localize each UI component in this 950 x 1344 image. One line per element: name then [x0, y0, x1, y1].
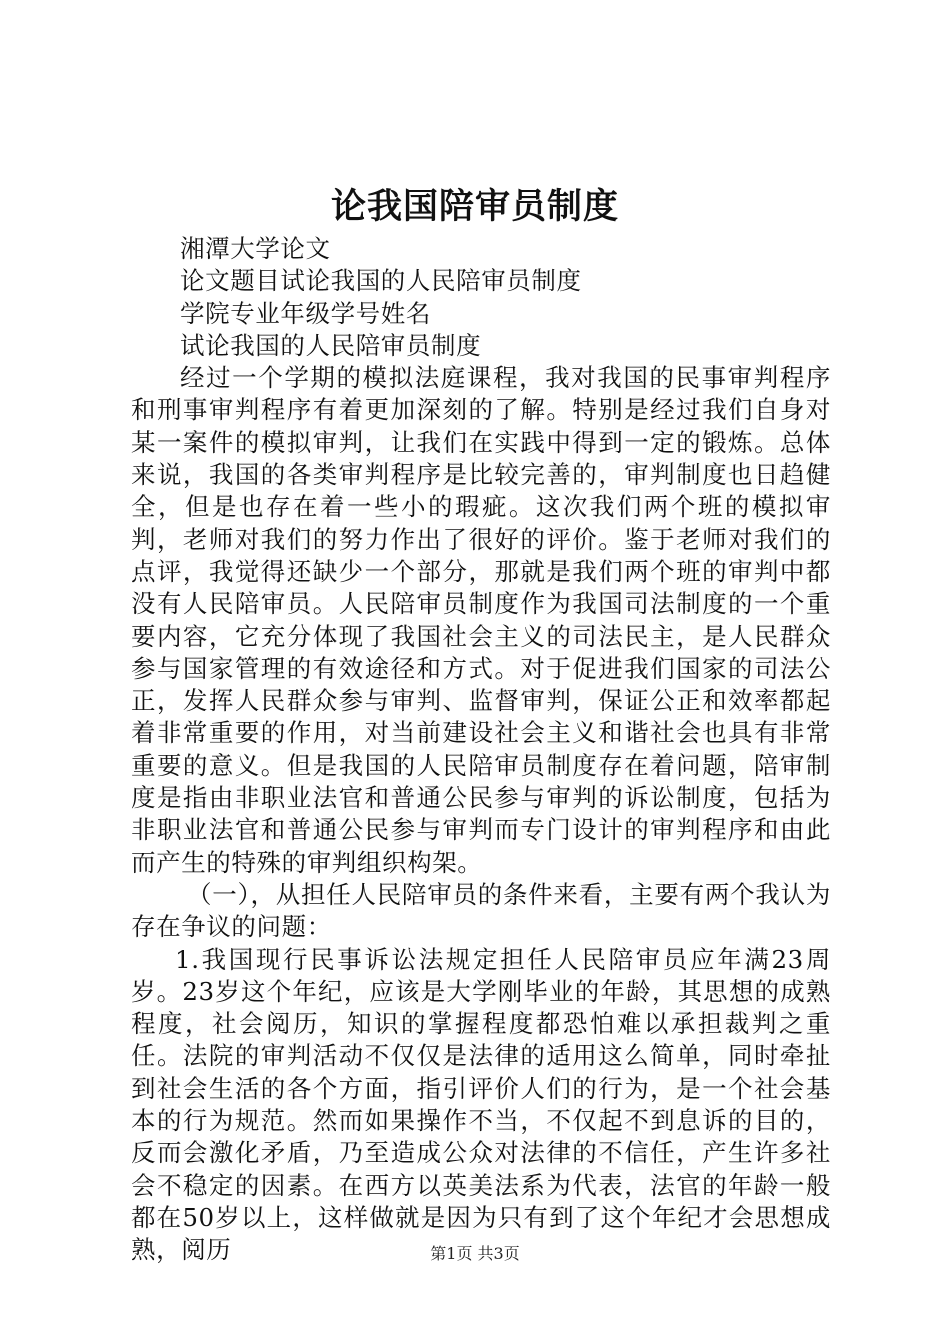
paragraph-point-one: 1.我国现行民事诉讼法规定担任人民陪审员应年满23周岁。23岁这个年纪，应该是大学刚毕业的年龄，其思想的成熟程度，社会阅历，知识的掌握程度都恐怕难以承担裁判之重任。法院的审判活动不仅仅是法律的适用这么简单，同时牵扯到社会生活的各个方面，指引评价人们的行为，是一个社会基本的行为规范。然而如果操作不当，不仅起不到息诉的目的，反而会激化矛盾，乃至造成公众对法律的不信任，产生许多社会不稳定的因素。在西方以英美法系为代表，法官的年龄一般都在50岁以上，这样做就是因为只有到了这个年纪才会思想成熟，阅历 [131, 944, 831, 1265]
page-footer [0, 1243, 950, 1265]
header-line-thesis-topic: 论文题目试论我国的人民陪审员制度 [180, 266, 582, 296]
header-line-student-info: 学院专业年级学号姓名 [180, 298, 431, 328]
document-body [131, 233, 831, 1267]
header-line-university: 湘潭大学论文 [180, 234, 331, 263]
paragraph-section-one-heading: （一），从担任人民陪审员的条件来看，主要有两个我认为存在争议的问题： [131, 879, 831, 942]
header-line-subtitle: 试论我国的人民陪审员制度 [180, 330, 482, 360]
document-title: 论我国陪审员制度 [330, 186, 619, 227]
page-number-info: 第1页 共3页 [430, 1244, 520, 1263]
paragraph-introduction: 经过一个学期的模拟法庭课程，我对我国的民事审判程序和刑事审判程序有着更加深刻的了解。特别是经过我们自身对某一案件的模拟审判，让我们在实践中得到一定的锻炼。总体来说，我国的各类审判程序是比较完善的，审判制度也日趋健全，但是也存在着一些小的瑕疵。这次我们两个班的模拟审判，老师对我们的努力作出了很好的评价。鉴于老师对我们的点评，我觉得还缺少一个部分，那就是我们两个班的审判中都没有人民陪审员。人民陪审员制度作为我国司法制度的一个重要内容，它充分体现了我国社会主义的司法民主，是人民群众参与国家管理的有效途径和方式。对于促进我们国家的司法公正，发挥人民群众参与审判、监督审判，保证公正和效率都起着非常重要的作用，对当前建设社会主义和谐社会也具有非常重要的意义。但是我国的人民陪审员制度存在着问题，陪审制度是指由非职业法官和普通公民参与审判的诉讼制度，包括为非职业法官和普通公民参与审判而专门设计的审判程序和由此而产生的特殊的审判组织构架。 [131, 363, 831, 877]
